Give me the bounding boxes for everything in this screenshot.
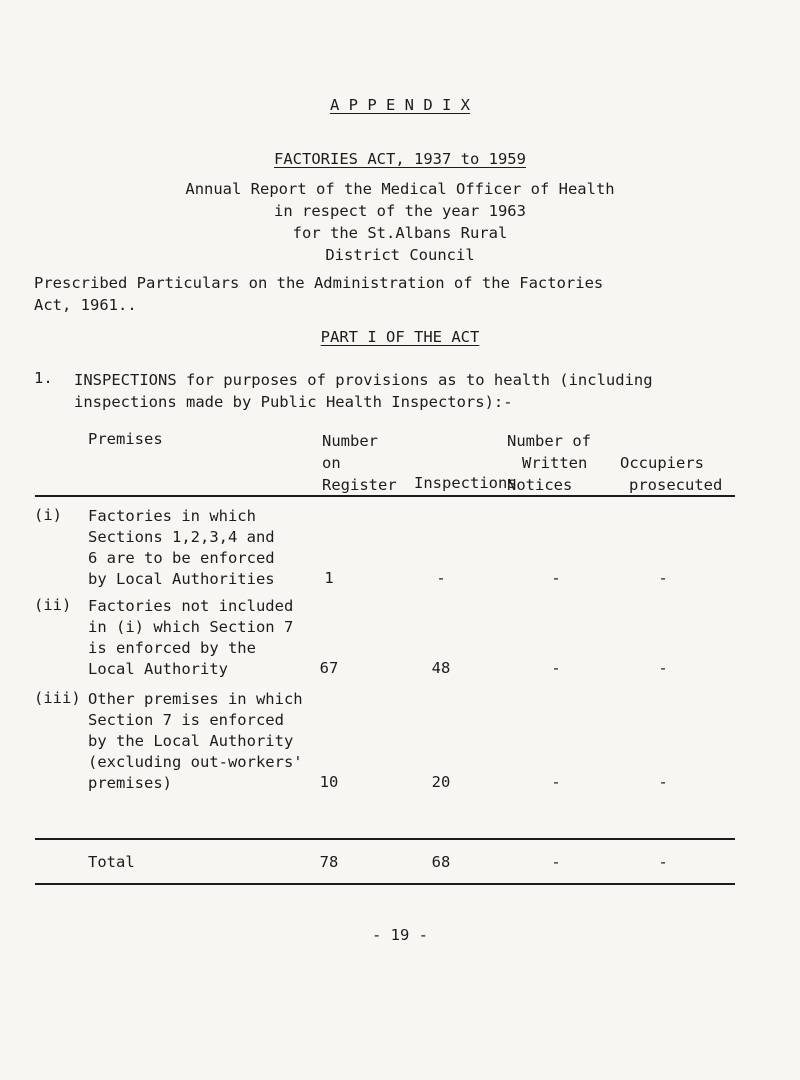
prescribed-line: Prescribed Particulars on the Administration of the Factories [34, 274, 604, 292]
section-line: inspections made by Public Health Inspectors):- [74, 393, 513, 411]
header-line: Notices [507, 476, 573, 494]
row-number: (ii) [34, 596, 72, 614]
cell-prosecuted: - [658, 659, 668, 677]
cell-inspections: 20 [431, 773, 451, 791]
cell-register: 10 [319, 773, 339, 791]
report-line: for the St.Albans Rural [292, 224, 508, 242]
report-line: Annual Report of the Medical Officer of Health [185, 180, 615, 198]
report-description [0, 178, 800, 266]
section-heading [74, 369, 653, 413]
header-premises: Premises [88, 430, 163, 448]
cell-notices: - [551, 773, 561, 791]
total-notices: - [551, 853, 561, 871]
row-line: 6 are to be enforced [88, 549, 275, 567]
section-line: INSPECTIONS for purposes of provisions as to health (including [74, 371, 653, 389]
header-written-notices [507, 430, 591, 496]
prescribed-particulars [34, 272, 603, 316]
row-line: by the Local Authority [88, 732, 294, 750]
report-line: in respect of the year 1963 [274, 202, 526, 220]
report-line: District Council [325, 246, 475, 264]
cell-notices: - [551, 569, 561, 587]
row-number: (iii) [34, 689, 81, 707]
row-line: (excluding out-workers' [88, 753, 303, 771]
header-rule [35, 495, 735, 497]
cell-register: 1 [324, 569, 334, 587]
total-register: 78 [319, 853, 339, 871]
total-top-rule [35, 838, 735, 840]
row-line: Section 7 is enforced [88, 711, 284, 729]
header-occupiers-prosecuted [620, 452, 722, 496]
total-inspections: 68 [431, 853, 451, 871]
row-line: Other premises in which [88, 690, 303, 708]
prescribed-line: Act, 1961.. [34, 296, 137, 314]
page-number: - 19 - [372, 926, 428, 944]
row-description [88, 689, 303, 794]
total-prosecuted: - [658, 853, 668, 871]
row-line: Factories in which [88, 507, 256, 525]
row-line: in (i) which Section 7 [88, 618, 294, 636]
header-line: on [322, 454, 341, 472]
header-line: Number [322, 432, 378, 450]
header-number-on-register [322, 430, 397, 496]
row-description [88, 506, 275, 590]
header-line: Written [522, 454, 588, 472]
cell-prosecuted: - [658, 773, 668, 791]
header-line: prosecuted [629, 476, 723, 494]
row-line: is enforced by the [88, 639, 256, 657]
header-line: Register [322, 476, 397, 494]
cell-notices: - [551, 659, 561, 677]
row-description [88, 596, 293, 680]
section-number: 1. [34, 369, 53, 387]
row-line: premises) [88, 774, 172, 792]
header-inspections: Inspections [414, 474, 517, 492]
row-line: Sections 1,2,3,4 and [88, 528, 275, 546]
row-line: Local Authority [88, 660, 228, 678]
act-title: FACTORIES ACT, 1937 to 1959 [274, 150, 526, 168]
row-line: by Local Authorities [88, 570, 275, 588]
total-label: Total [88, 853, 135, 871]
appendix-heading: A P P E N D I X [330, 96, 470, 114]
row-line: Factories not included [88, 597, 294, 615]
cell-inspections: 48 [431, 659, 451, 677]
header-line: Occupiers [620, 454, 704, 472]
cell-register: 67 [319, 659, 339, 677]
cell-prosecuted: - [658, 569, 668, 587]
total-bottom-rule [35, 883, 735, 885]
part-title: PART I OF THE ACT [320, 328, 480, 346]
row-number: (i) [34, 506, 62, 524]
header-line: Number of [507, 432, 591, 450]
cell-inspections: - [436, 569, 446, 587]
